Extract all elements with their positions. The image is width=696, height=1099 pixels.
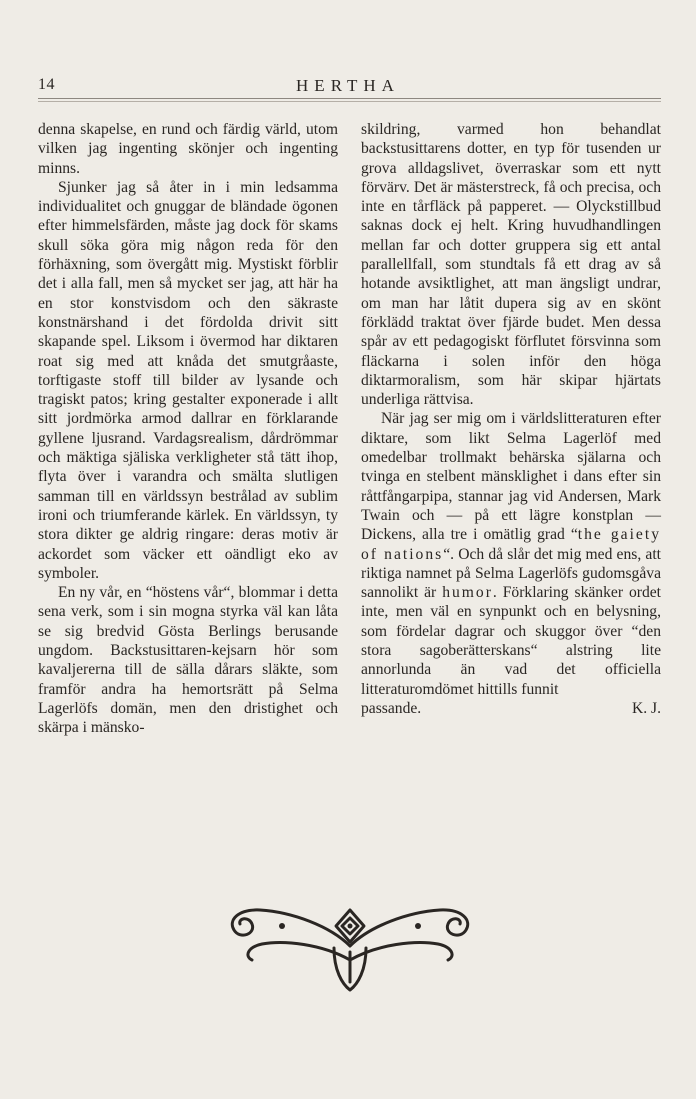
header-rule [38, 98, 661, 102]
page-number: 14 [38, 76, 55, 93]
paragraph: Sjunker jag så åter in i min ledsamma individualitet och gnuggar de bländade ögonen efter himmelsfärden, måste jag dock för skams skull söka göra mig någon reda för den förhäxning, som övergått mig. Mystiskt förblir det i alla fall, men så mycket ser jag, att här ha en stor konstvisdom och den säkraste konstnärshand i det fördolda drivit sitt skapande spel. Liksom i övermod har diktaren roat sig med att knåda det smutgråaste, torftigaste stoff till bilder av lysande och tragiskt patos; kring gestalter exponerade i allt sitt jordmörka armod dallrar en förklarande gyllene ljusrand. Vardagsrealism, dårdrömmar och mäktiga själiska verkligheter stå tätt ihop, flyta över i varandra och smälta slutligen samman till en världssyn bestrålad av sublim ironi och triumferande kärlek. En världssyn, ty stora dikter ge aldrig ringare: deras motiv är ackordet som väcker ett oändligt eko av symboler. [38, 178, 338, 582]
running-title: HERTHA [296, 76, 400, 95]
closing-word: passande. [361, 699, 422, 717]
left-column [38, 120, 338, 738]
paragraph: En ny vår, en “höstens vår“, blommar i detta sena verk, som i sin mogna styrka väl kan låta se sig bredvid Gösta Berlings berusande ungdom. Backstusittaren-kejsarn hör som kavaljererna till de sälla dårars släkte, som framför andra ha hemortsrätt på Selma Lagerlöfs domän, men den dristighet och skärpa i mänsko- [38, 584, 338, 737]
ornament-vignette-icon [222, 886, 478, 998]
paragraph: denna skapelse, en rund och färdig värld, utom vilken jag ingenting skönjer och ingenting minns. [38, 121, 338, 177]
paragraph-text: “. Och då slår det mig med ens, att riktiga namnet på Selma Lagerlöfs gudomsgåva sannolikt är [361, 545, 661, 602]
spaced-humor: humor [442, 584, 493, 602]
signature: K. J. [631, 699, 661, 717]
paragraph-text: När jag ser mig om i världslitteraturen efter diktare, som likt Selma Lagerlöf med omedelbar trollmakt behärska själarna och tvinga en stelbent mänsklighet i dans efter sin råttfångarpipa, stannar jag vid Andersen, Mark Twain och — på ett lägre konstplan — Dickens, alla tre i omätlig grad “ [361, 410, 661, 544]
paragraph-text: . Förklaring skänker ordet inte, men väl en synpunkt och en belysning, som fördelar dagrar och skuggor över “den stora sagoberätterskans“ alstring lite annorlunda än vad det officiella litteraturomdömet hittills funnit [361, 584, 661, 698]
paragraph [361, 409, 661, 698]
paragraph: skildring, varmed hon behandlat backstusittarens dotter, en typ för tusenden ur grova alldagslivet, överraskar som ett nytt förvärv. Det är mästerstreck, få och precisa, och inte en tårfläck på papperet. — Olyckstillbud saknas dock ej helt. Kring huvudhandlingen mellan far och dotter gruppera sig ett antal parallellfall, som stundtals få ett drag av så hotande avsiktlighet, att man ängsligt undrar, om man har låtit dupera sig av en skönt förklädd traktat över fjärde budet. Men dessa spår av ett pedagogiskt förflutet försvinna som fläckarna i solen inför den höga diktarmoralism, som här skipar hjärtats underliga rättvisa. [361, 121, 661, 409]
spaced-quote: the gaiety of nations [361, 526, 661, 563]
signature-line [361, 699, 661, 718]
right-column [361, 120, 661, 718]
